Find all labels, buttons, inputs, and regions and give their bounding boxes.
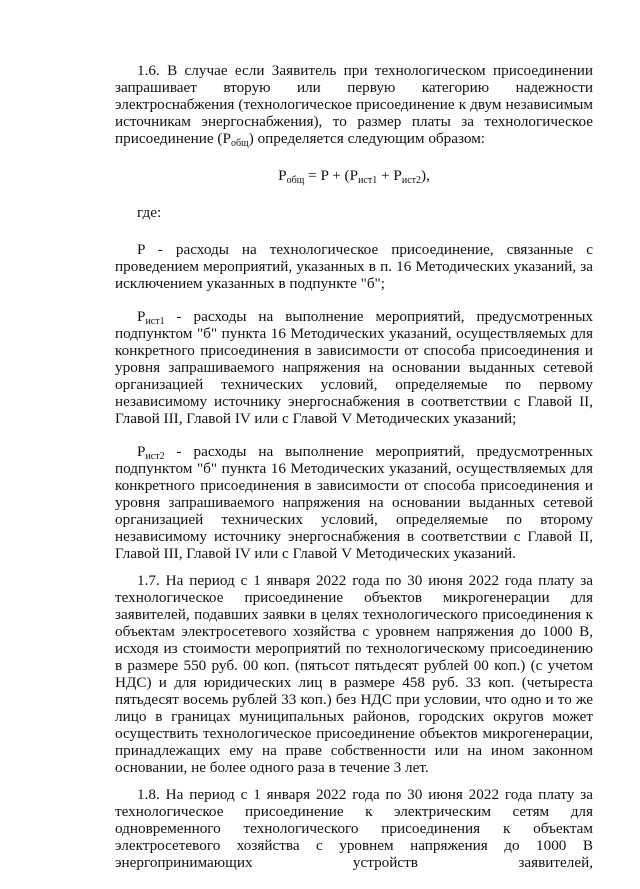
symbol-p-ist1: P (137, 308, 146, 325)
formula-part-c: + P (377, 167, 402, 184)
definition-p-ist1 (115, 308, 593, 427)
formula-part-a: P (278, 167, 287, 184)
paragraph-1-6-text: 1.6. В случае если Заявитель при технологическом присоединении запрашивает вторую или первую категорию надежности электроснабжения (технологическое присоединение к двум независимым источникам энергоснабжения), то размер платы за технологическое присоединение (P (115, 62, 593, 147)
formula-sub-c: ист2 (401, 175, 422, 186)
formula-sub-b: ист1 (358, 175, 378, 186)
formula-part-d: ), (421, 167, 430, 184)
formula (115, 167, 593, 184)
formula-sub-a: общ (286, 175, 305, 186)
subscript-obsh: общ (230, 138, 249, 149)
definition-p: P - расходы на технологическое присоединение, связанные с проведением мероприятий, указанных в п. 16 Методических указаний, за исключением указанных в подпункте "б"; (115, 241, 593, 292)
paragraph-1-8: 1.8. На период с 1 января 2022 года по 30 июня 2022 года плату за технологическое присоединение к электрическим сетям для одновременного технологического присоединения к объектам электросетевого хозяйства с уровнем напряжения до 1000 В энергопринимающих устройств заявителей, (115, 786, 593, 871)
symbol-p-ist2: P (137, 443, 146, 460)
paragraph-1-6-end: ) определяется следующим образом: (248, 130, 486, 147)
definition-p-ist1-text: - расходы на выполнение мероприятий, предусмотренных подпунктом "б" пункта 16 Методических указаний, осуществляемых для конкретного присоединения в зависимости от способа присоединения и уровня запрашиваемого напряжения на основании выданных сетевой организацией технических условий, определяемые по первому независимому источнику энергоснабжения в соответствии с Главой II, Главой III, Главой IV или с Главой V Методических указаний; (115, 308, 593, 427)
paragraph-1-6 (115, 62, 593, 147)
paragraph-1-7: 1.7. На период с 1 января 2022 года по 30 июня 2022 года плату за технологическое присоединение объектов микрогенерации для заявителей, подавших заявки в целях технологического присоединения к объектам электросетевого хозяйства с уровнем напряжения до 1000 В, исходя из стоимости мероприятий по технологическому присоединению в размере 550 руб. 00 коп. (пятьсот пятьдесят рублей 00 коп.) (с учетом НДС) и для юридических лиц в размере 458 руб. 33 коп. (четыреста пятьдесят восемь рублей 33 коп.) без НДС при условии, что одно и то же лицо в границах муниципальных районов, городских округов может осуществить технологическое присоединение объектов микрогенерации, принадлежащих ему на праве собственности или на ином законном основании, не более одного раза в течение 3 лет. (115, 572, 593, 776)
where-label: где: (137, 204, 162, 221)
definition-p-ist2 (115, 443, 593, 562)
definition-p-ist2-text: - расходы на выполнение мероприятий, предусмотренных подпунктом "б" пункта 16 Методических указаний, осуществляемых для конкретного присоединения в зависимости от способа присоединения и уровня запрашиваемого напряжения на основании выданных сетевой организацией технических условий, определяемые по второму независимому источнику энергоснабжения в соответствии с Главой II, Главой III, Главой IV или с Главой V Методических указаний. (115, 443, 593, 562)
formula-part-b: = P + (P (304, 167, 359, 184)
subscript-ist2: ист2 (145, 451, 165, 462)
subscript-ist1: ист1 (145, 316, 165, 327)
